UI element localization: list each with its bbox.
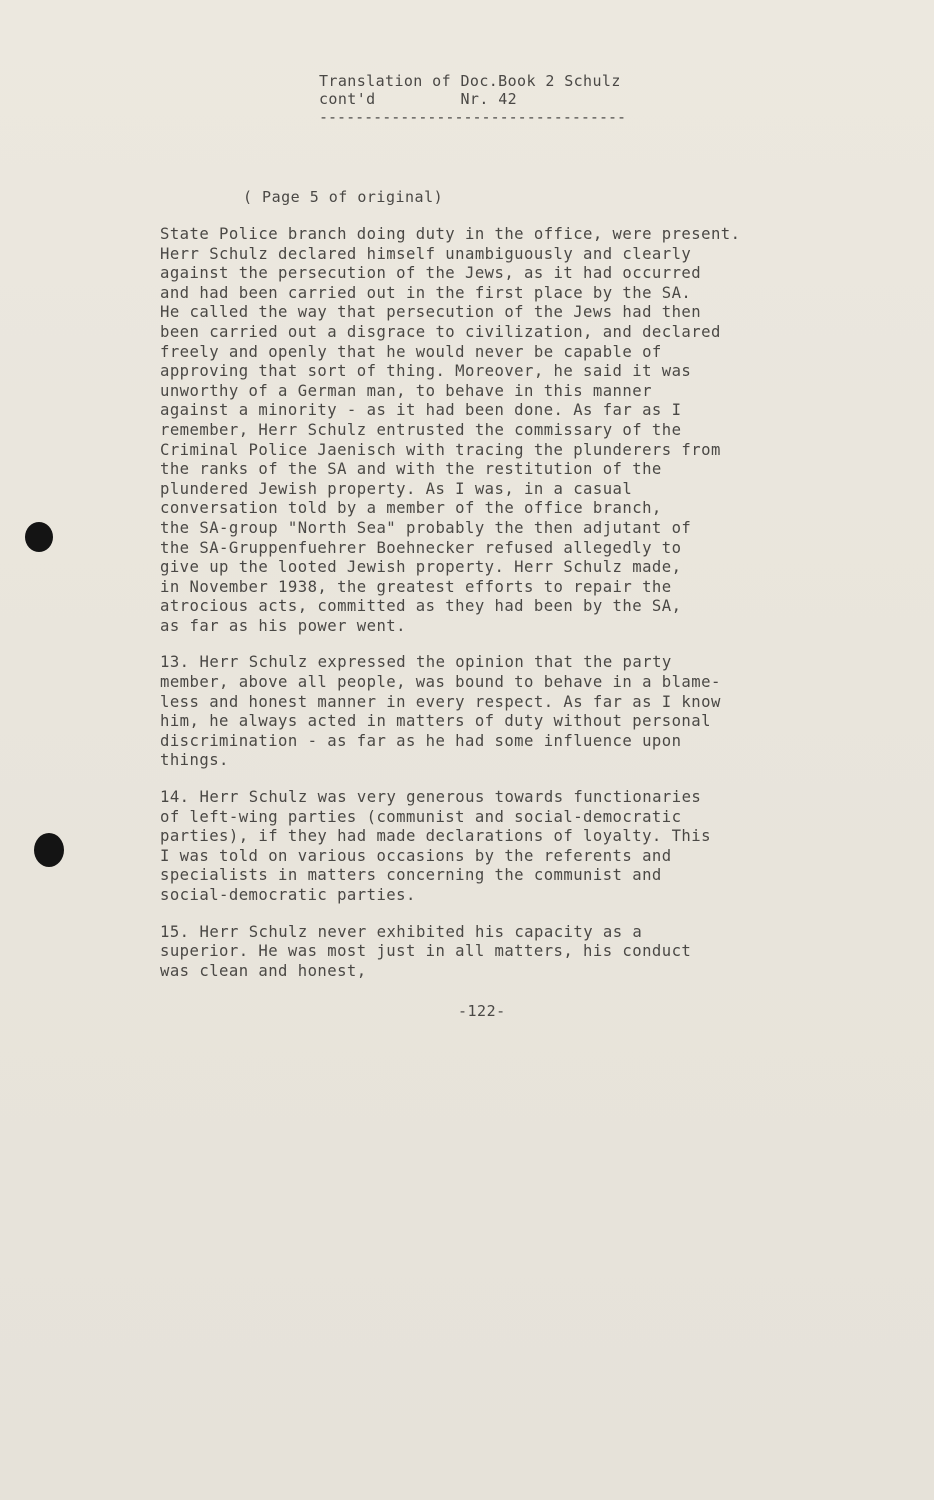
paragraph-number: 14.: [160, 788, 190, 807]
line-text: was clean and honest,: [160, 961, 367, 980]
paragraph: [160, 653, 740, 771]
line-text: less and honest manner in every respect. As far as I know: [160, 692, 721, 711]
text-line: [160, 421, 740, 441]
line-text: Herr Schulz expressed the opinion that the party: [199, 653, 672, 672]
header-rule: ----------------------------------: [319, 108, 627, 126]
line-text: against a minority - as it had been done. As far as I: [160, 401, 682, 420]
document-body: [160, 225, 740, 998]
text-line: [160, 245, 740, 265]
text-line: [160, 617, 740, 637]
line-text: approving that sort of thing. Moreover, he said it was: [160, 362, 692, 381]
text-line: [160, 382, 740, 402]
line-text: Herr Schulz was very generous towards functionaries: [199, 788, 702, 807]
line-text: of left-wing parties (communist and social-democratic: [160, 807, 682, 826]
line-text: discrimination - as far as he had some influence upon: [160, 731, 682, 750]
page-number: -122-: [458, 1002, 506, 1020]
line-text: He called the way that persecution of the Jews had then: [160, 303, 702, 322]
line-text: Herr Schulz never exhibited his capacity as a: [199, 922, 643, 941]
text-line: [160, 519, 740, 539]
text-line: [160, 732, 740, 752]
line-text: and had been carried out in the first place by the SA.: [160, 283, 692, 302]
line-text: the SA-group "North Sea" probably the then adjutant of: [160, 518, 692, 537]
line-text: conversation told by a member of the office branch,: [160, 499, 662, 518]
line-text: been carried out a disgrace to civilization, and declared: [160, 322, 721, 341]
text-line: [160, 788, 740, 808]
text-line: [160, 362, 740, 382]
line-text: Herr Schulz declared himself unambiguously and clearly: [160, 244, 692, 263]
text-line: [160, 962, 740, 982]
text-line: [160, 284, 740, 304]
line-text: social-democratic parties.: [160, 886, 416, 904]
text-line: [160, 558, 740, 578]
text-line: [160, 866, 740, 886]
original-page-reference: ( Page 5 of original): [243, 188, 444, 206]
paragraph-number: 13.: [160, 653, 190, 672]
text-line: [160, 441, 740, 461]
line-text: superior. He was most just in all matters, his conduct: [160, 942, 692, 961]
line-text: the SA-Gruppenfuehrer Boehnecker refused allegedly to: [160, 538, 682, 557]
line-text: as far as his power went.: [160, 616, 406, 635]
text-line: [160, 653, 740, 673]
line-text: in November 1938, the greatest efforts to repair the: [160, 577, 672, 596]
document-header: [319, 72, 626, 126]
line-text: the ranks of the SA and with the restitution of the: [160, 460, 662, 479]
text-line: [160, 693, 740, 713]
line-text: remember, Herr Schulz entrusted the commissary of the: [160, 420, 682, 439]
line-text: specialists in matters concerning the communist and: [160, 866, 662, 885]
text-line: [160, 225, 740, 245]
text-line: [160, 673, 740, 693]
punch-hole-icon: [34, 833, 64, 867]
text-line: [160, 847, 740, 867]
paragraph: [160, 788, 740, 906]
line-text: things.: [160, 751, 229, 770]
text-line: [160, 808, 740, 828]
paragraph: [160, 923, 740, 982]
line-text: freely and openly that he would never be capable of: [160, 342, 662, 361]
line-text: unworthy of a German man, to behave in this manner: [160, 381, 652, 400]
text-line: [160, 499, 740, 519]
line-text: atrocious acts, committed as they had been by the SA,: [160, 597, 682, 616]
text-line: [160, 942, 740, 962]
text-line: [160, 886, 740, 906]
paragraph-number: 15.: [160, 922, 190, 941]
line-text: Criminal Police Jaenisch with tracing the plunderers from: [160, 440, 721, 459]
text-line: [160, 827, 740, 847]
text-line: [160, 712, 740, 732]
text-line: [160, 923, 740, 943]
paragraph: [160, 225, 740, 636]
line-text: plundered Jewish property. As I was, in a casual: [160, 479, 633, 498]
line-text: I was told on various occasions by the referents and: [160, 846, 672, 865]
line-text: against the persecution of the Jews, as it had occurred: [160, 264, 702, 283]
text-line: [160, 539, 740, 559]
header-number: Nr. 42: [460, 90, 518, 108]
header-contd: cont'd: [319, 90, 376, 108]
text-line: [160, 460, 740, 480]
line-text: State Police branch doing duty in the office, were present.: [160, 225, 741, 243]
text-line: [160, 480, 740, 500]
line-text: member, above all people, was bound to behave in a blame-: [160, 673, 721, 692]
text-line: [160, 303, 740, 323]
text-line: [160, 751, 740, 771]
punch-hole-icon: [25, 522, 53, 552]
text-line: [160, 264, 740, 284]
text-line: [160, 343, 740, 363]
line-text: him, he always acted in matters of duty without personal: [160, 712, 711, 731]
header-title: Translation of Doc.Book 2 Schulz: [319, 72, 621, 90]
text-line: [160, 401, 740, 421]
line-text: give up the looted Jewish property. Herr Schulz made,: [160, 558, 682, 577]
text-line: [160, 597, 740, 617]
text-line: [160, 578, 740, 598]
line-text: parties), if they had made declarations of loyalty. This: [160, 827, 711, 846]
text-line: [160, 323, 740, 343]
